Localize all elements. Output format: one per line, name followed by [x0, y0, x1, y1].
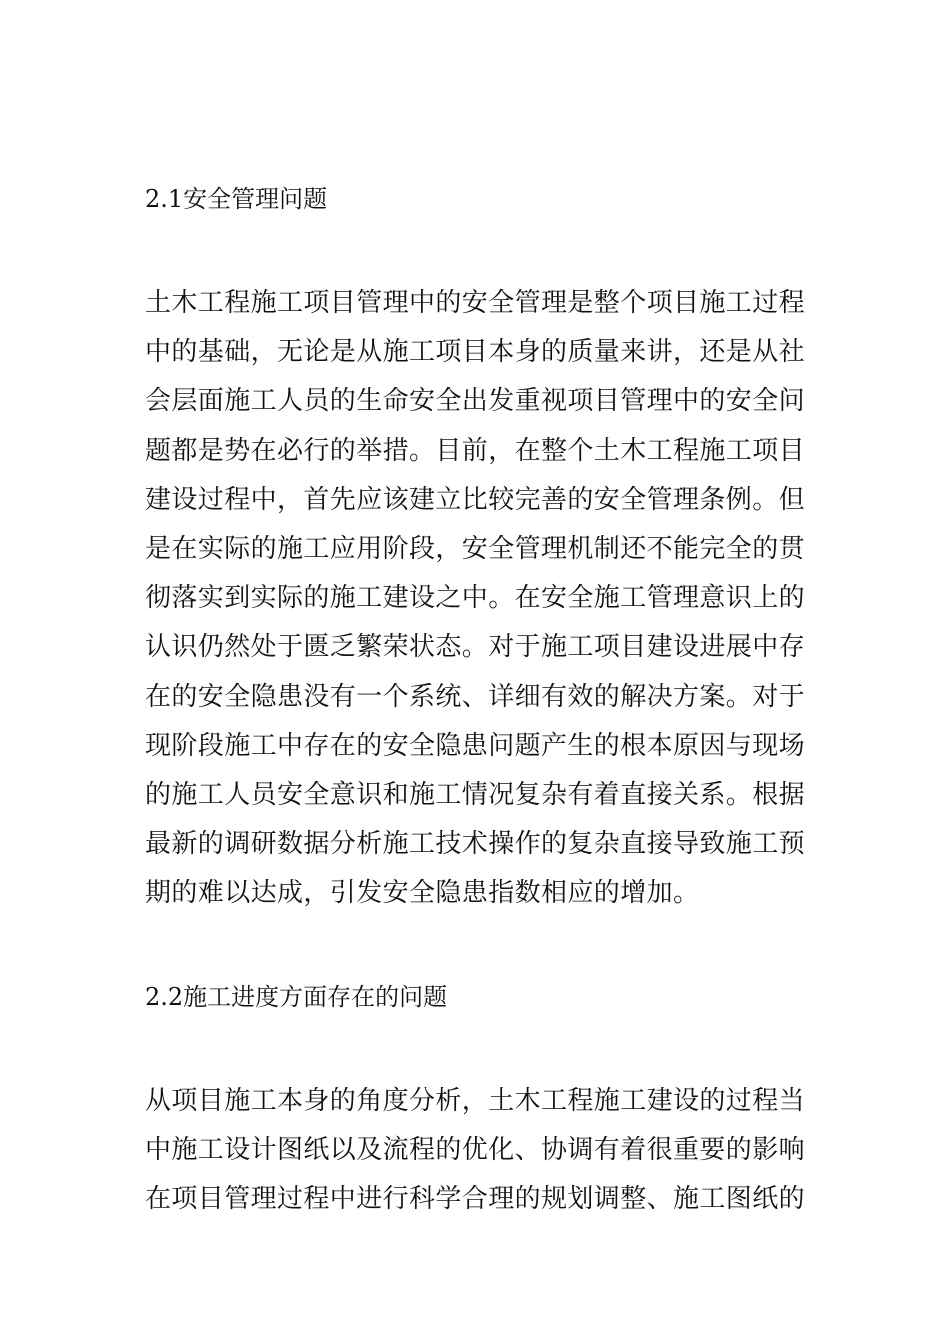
paragraph-line: 彻落实到实际的施工建设之中。在安全施工管理意识上的: [145, 583, 806, 614]
paragraph-line: 在的安全隐患没有一个系统、详细有效的解决方案。对于: [145, 681, 806, 712]
paragraph-line: 最新的调研数据分析施工技术操作的复杂直接导致施工预: [145, 829, 806, 860]
section-heading-construction-progress: 2.2施工进度方面存在的问题: [145, 983, 448, 1011]
paragraph-line: 是在实际的施工应用阶段，安全管理机制还不能完全的贯: [145, 533, 806, 564]
paragraph-line: 从项目施工本身的角度分析，土木工程施工建设的过程当: [145, 1086, 806, 1116]
section-heading-safety-management: 2.1安全管理问题: [145, 185, 328, 213]
paragraph-line: 中施工设计图纸以及流程的优化、协调有着很重要的影响: [145, 1135, 806, 1166]
paragraph-construction-progress: [145, 1077, 825, 1225]
paragraph-line: 中的基础，无论是从施工项目本身的质量来讲，还是从社: [145, 337, 806, 368]
paragraph-line: 现阶段施工中存在的安全隐患问题产生的根本原因与现场: [145, 730, 806, 761]
paragraph-line: 的施工人员安全意识和施工情况复杂有着直接关系。根据: [145, 779, 806, 810]
paragraph-line: 会层面施工人员的生命安全出发重视项目管理中的安全问: [145, 386, 806, 417]
paragraph-safety-management: [145, 279, 825, 918]
paragraph-line: 在项目管理过程中进行科学合理的规划调整、施工图纸的: [145, 1184, 806, 1215]
paragraph-line: 建设过程中，首先应该建立比较完善的安全管理条例。但: [145, 484, 806, 515]
paragraph-line: 土木工程施工项目管理中的安全管理是整个项目施工过程: [145, 288, 806, 318]
paragraph-line: 题都是势在必行的举措。目前，在整个土木工程施工项目: [145, 435, 806, 466]
paragraph-line: 期的难以达成，引发安全隐患指数相应的增加。: [145, 878, 700, 909]
paragraph-line: 认识仍然处于匮乏繁荣状态。对于施工项目建设进展中存: [145, 632, 806, 663]
